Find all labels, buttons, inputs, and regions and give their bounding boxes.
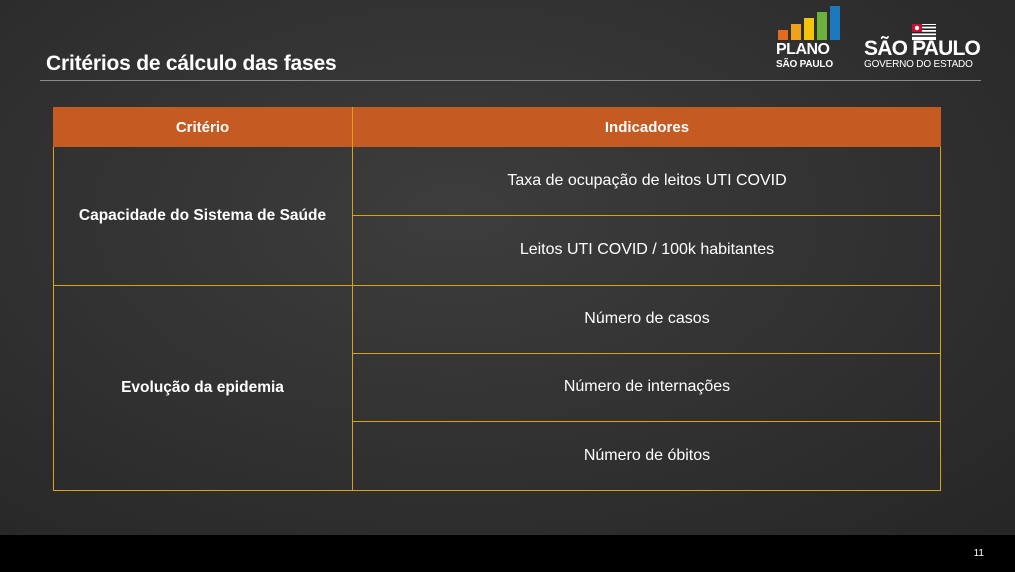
plano-logo-word: PLANO [776, 41, 830, 58]
header-indicadores: Indicadores [604, 118, 690, 136]
sp-logo-word: SÃO PAULO [864, 37, 981, 60]
indicador-numero-casos: Número de casos [584, 310, 710, 327]
plano-bars-icon [778, 6, 840, 40]
plano-logo-sub: SÃO PAULO [776, 59, 833, 70]
table-border-right [940, 147, 941, 491]
governo-sp-logo [862, 24, 984, 72]
criteria-table [53, 107, 941, 491]
plano-bar-2 [791, 24, 801, 40]
table-border-middle [352, 107, 353, 491]
plano-bar-5 [830, 6, 840, 40]
title-divider [40, 80, 981, 81]
indicador-leitos-100k: Leitos UTI COVID / 100k habitantes [519, 241, 775, 258]
plano-bar-3 [804, 18, 814, 40]
row-divider-3 [352, 421, 941, 422]
indicador-numero-internacoes: Número de internações [563, 378, 731, 395]
plano-bar-1 [778, 30, 788, 40]
indicador-numero-obitos: Número de óbitos [583, 447, 711, 464]
header-criterio: Critério [175, 118, 230, 136]
row-divider-1 [352, 215, 941, 216]
slide-title: Critérios de cálculo das fases [46, 52, 337, 75]
indicador-taxa-ocupacao: Taxa de ocupação de leitos UTI COVID [507, 172, 787, 189]
plano-bar-4 [817, 12, 827, 40]
group-divider [53, 285, 941, 286]
row-divider-2 [352, 353, 941, 354]
sp-logo-sub: GOVERNO DO ESTADO [864, 59, 973, 70]
criterio-capacidade: Capacidade do Sistema de Saúde [78, 207, 327, 224]
plano-sao-paulo-logo [776, 6, 842, 70]
table-border-bottom [53, 490, 941, 491]
page-number: 11 [973, 548, 984, 559]
criterio-evolucao: Evolução da epidemia [121, 379, 284, 396]
table-border-left [53, 147, 54, 491]
